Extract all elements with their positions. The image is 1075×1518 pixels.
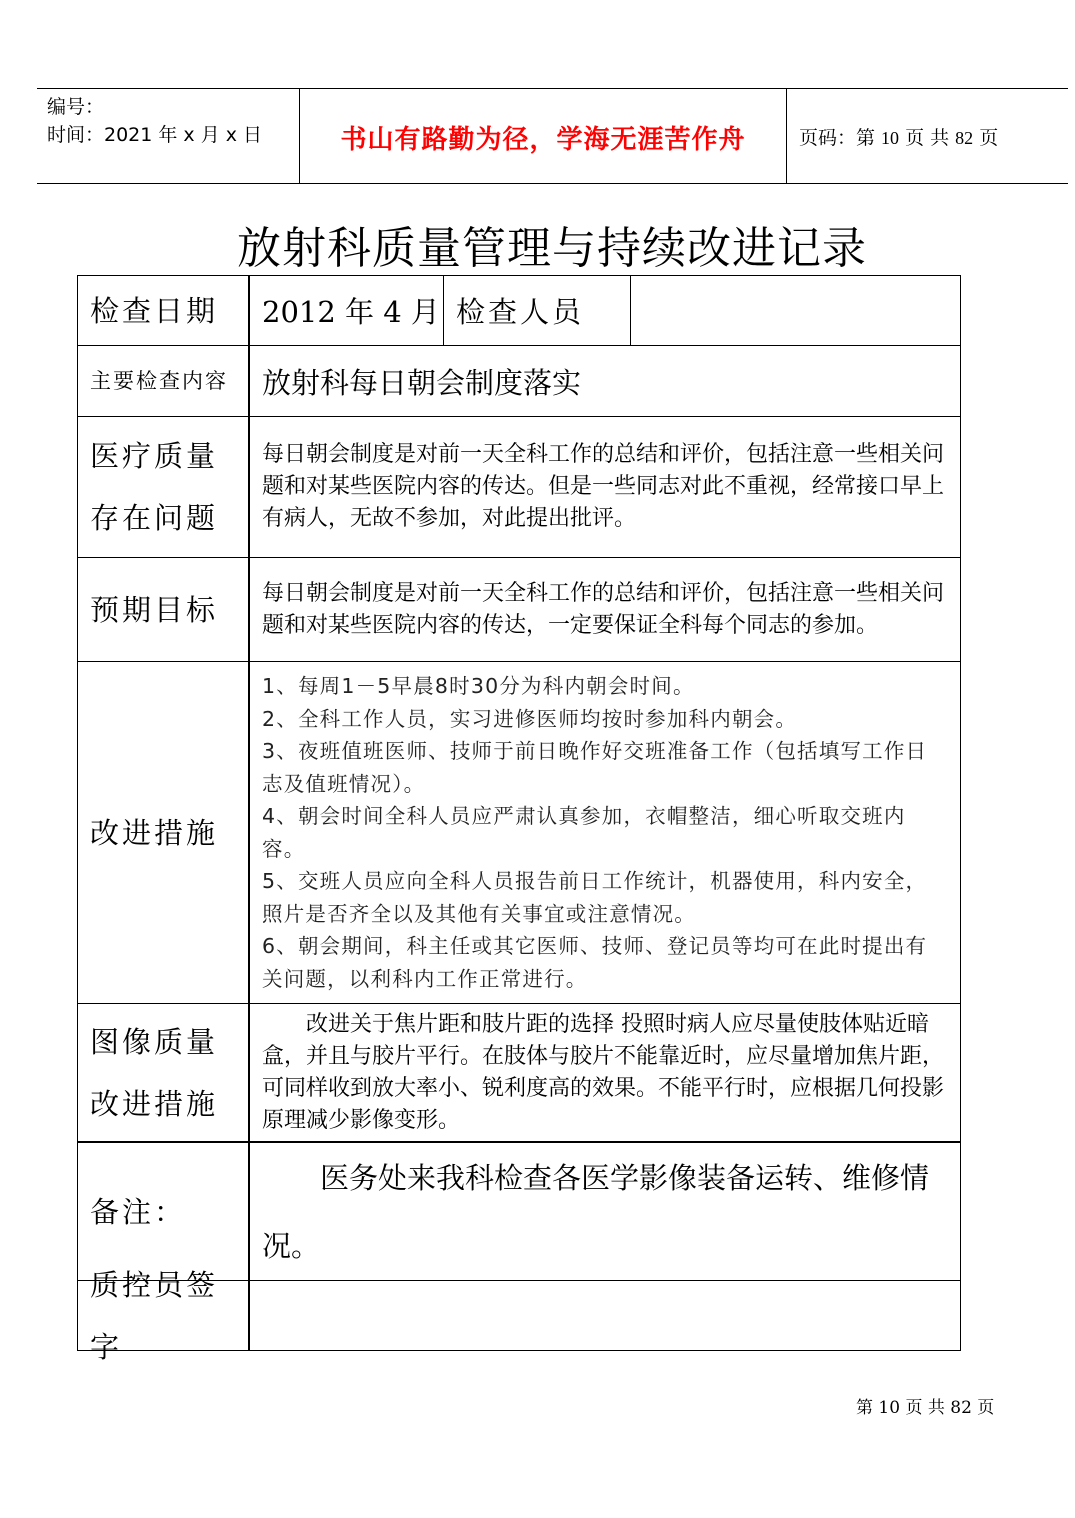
expected-goal-label: 预期目标 <box>78 558 250 661</box>
header-divider <box>786 89 787 183</box>
quality-problem-value: 每日朝会制度是对前一天全科工作的总结和评价，包括注意一些相关问题和对某些医院内容的传达。但是一些同志对此不重视，经常接口早上有病人，无故不参加，对此提出批评。 <box>262 442 945 531</box>
remark-value <box>250 1143 960 1280</box>
header-meta <box>47 93 297 149</box>
main-content-label: 主要检查内容 <box>78 346 250 416</box>
check-date-label: 检查日期 <box>78 276 250 345</box>
document-title: 放射科质量管理与持续改进记录 <box>237 223 867 274</box>
main-content-value: 放射科每日朝会制度落实 <box>262 365 582 400</box>
remark-text: 医务处来我科检查各医学影像装备运转、维修情况。 <box>262 1160 930 1263</box>
image-quality-label <box>78 1004 250 1141</box>
header-page-number <box>799 123 998 150</box>
measure-item: 5、交班人员应向全科人员报告前日工作统计，机器使用，科内安全，照片是否齐全以及其他有关事宜或注意情况。 <box>262 869 928 926</box>
table-row-signature <box>78 1267 960 1364</box>
page-suffix: 页 <box>973 127 999 149</box>
table-row-main-content <box>78 346 960 417</box>
measure-item: 1、每周1－5早晨8时30分为科内朝会时间。 <box>262 674 695 698</box>
number-label: 编号： <box>47 96 105 118</box>
record-table <box>77 275 961 1364</box>
page-prefix: 页码：第 <box>799 127 882 149</box>
page-footer: 第 10 页 共 82 页 <box>856 1398 995 1418</box>
table-row-expected-goal <box>78 558 960 662</box>
table-row-improvement-measures <box>78 662 960 1004</box>
quality-problem-label-line2: 存在问题 <box>90 501 219 535</box>
check-date-value: 2012 年 4 月 <box>250 276 444 345</box>
page-mid: 页 共 <box>899 127 956 149</box>
inspector-label: 检查人员 <box>444 276 631 345</box>
page-current: 10 <box>881 128 900 148</box>
image-quality-text: 改进关于焦片距和肢片距的选择 投照时病人应尽量使肢体贴近暗盒，并且与胶片平行。在肢体与胶片不能靠近时，应尽量增加焦片距，可同样收到放大率小、锐利度高的效果。不能平行时，应根据几何投影原理减少影像变形。 <box>262 1011 945 1133</box>
measure-item: 6、朝会期间，科主任或其它医师、技师、登记员等均可在此时提出有关问题，以利科内工作正常进行。 <box>262 934 928 991</box>
page-header <box>37 88 1068 184</box>
measure-item: 2、全科工作人员，实习进修医师均按时参加科内朝会。 <box>262 706 798 731</box>
table-row-image-quality <box>78 1004 960 1143</box>
signature-value <box>250 1281 960 1350</box>
image-quality-label-line1: 图像质量 <box>90 1024 219 1059</box>
header-motto: 书山有路勤为径，学海无涯苦作舟 <box>340 125 746 155</box>
image-quality-label-line2: 改进措施 <box>90 1086 219 1121</box>
inspector-value <box>631 276 960 345</box>
quality-problem-label-line1: 医疗质量 <box>90 439 219 473</box>
measure-item: 4、朝会时间全科人员应严肃认真参加，衣帽整洁，细心听取交班内容。 <box>262 804 906 861</box>
page-total: 82 <box>955 128 974 148</box>
expected-goal-value: 每日朝会制度是对前一天全科工作的总结和评价，包括注意一些相关问题和对某些医院内容的传达，一定要保证全科每个同志的参加。 <box>262 580 945 638</box>
table-row-quality-problem <box>78 417 960 558</box>
improvement-measures-list <box>250 662 960 1003</box>
table-row-check-date <box>78 276 960 346</box>
measure-item: 3、夜班值班医师、技师于前日晚作好交班准备工作（包括填写工作日志及值班情况）。 <box>262 739 928 796</box>
time-label: 时间：2021 年 x 月 x 日 <box>47 124 263 146</box>
image-quality-value <box>250 1004 960 1141</box>
remark-label: 备注： <box>78 1143 250 1280</box>
signature-label: 质控员签字 <box>78 1281 250 1350</box>
improvement-measures-label: 改进措施 <box>78 662 250 1003</box>
quality-problem-label <box>78 417 250 557</box>
